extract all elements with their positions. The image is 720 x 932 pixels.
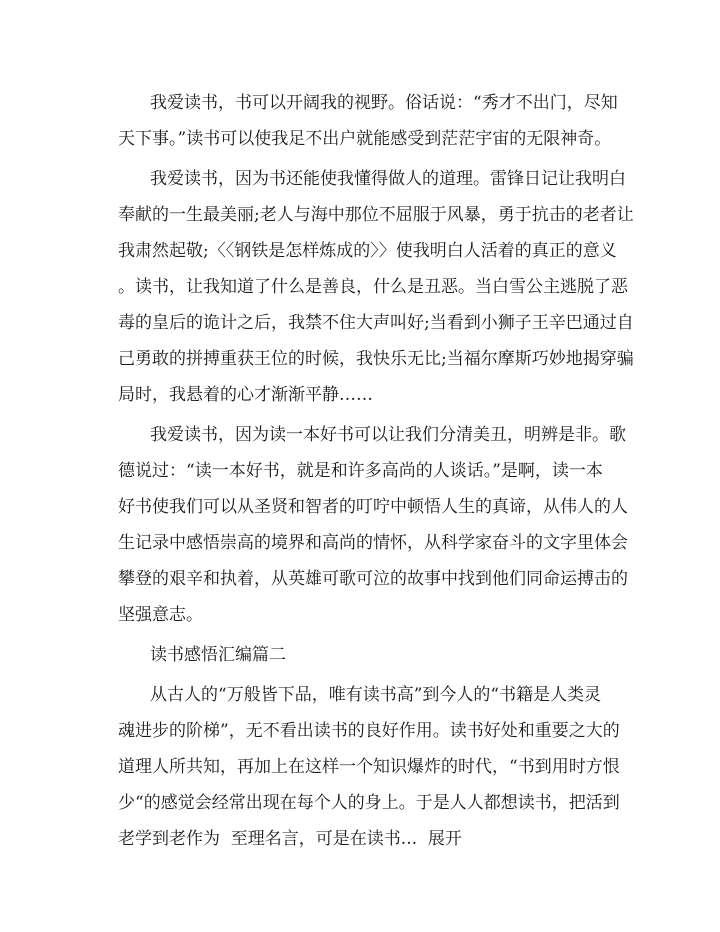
text-line: 魂进步的阶梯”，无不看出读书的良好作用。读书好处和重要之大的: [118, 721, 620, 741]
text-line: 从古人的“万般皆下品，唯有读书高”到今人的“书籍是人类灵: [150, 685, 602, 705]
text-line: 局时，我悬着的心才渐渐平静……: [118, 385, 373, 405]
text-line: 生记录中感悟崇高的境界和高尚的情怀，从科学家奋斗的文字里体会: [118, 533, 628, 553]
text-line: 天下事。”读书可以使我足不出户就能感受到茫茫宇宙的无限神奇。: [118, 129, 612, 149]
text-line: 攀登的艰辛和执着，从英雄可歌可泣的故事中找到他们同命运搏击的: [118, 569, 628, 589]
text-line: 己勇敢的拼搏重获王位的时候，我快乐无比;当福尔摩斯巧妙地揭穿骗: [118, 349, 634, 369]
text-line: 坚强意志。: [118, 605, 203, 625]
text-line: 毒的皇后的诡计之后，我禁不住大声叫好;当看到小狮子王辛巴通过自: [118, 313, 634, 333]
truncated-text: 老学到老作为 至理名言，可是在读书...: [118, 829, 418, 849]
text-line: 。读书，让我知道了什么是善良，什么是丑恶。当白雪公主逃脱了恶: [118, 277, 628, 297]
text-line: [0, 829, 720, 849]
text-line: 奉献的一生最美丽;老人与海中那位不屈服于风暴，勇于抗击的老者让: [118, 205, 634, 225]
expand-spacer: [417, 829, 428, 849]
text-line: 道理人所共知，再加上在这样一个知识爆炸的时代，“书到用时方恨: [118, 757, 620, 777]
text-line: 好书使我们可以从圣贤和智者的叮咛中顿悟人生的真谛，从伟人的人: [118, 497, 628, 517]
text-line: 我爱读书，因为书还能使我懂得做人的道理。雷锋日记让我明白: [150, 169, 626, 189]
section-heading: 读书感悟汇编篇二: [150, 645, 286, 665]
text-line: 我爱读书，书可以开阔我的视野。俗话说：“秀才不出门，尽知: [150, 93, 618, 113]
text-line: 我爱读书，因为读一本好书可以让我们分清美丑，明辨是非。歌: [150, 425, 626, 445]
text-line: 我肃然起敬;〈〈钢铁是怎样炼成的〉〉使我明白人活着的真正的意义: [118, 241, 617, 261]
expand-button[interactable]: 展开: [427, 829, 462, 849]
text-line: 德说过：“读一本好书，就是和许多高尚的人谈话。”是啊，读一本: [118, 461, 603, 481]
text-line: 少“的感觉会经常出现在每个人的身上。于是人人都想读书，把活到: [118, 793, 620, 813]
